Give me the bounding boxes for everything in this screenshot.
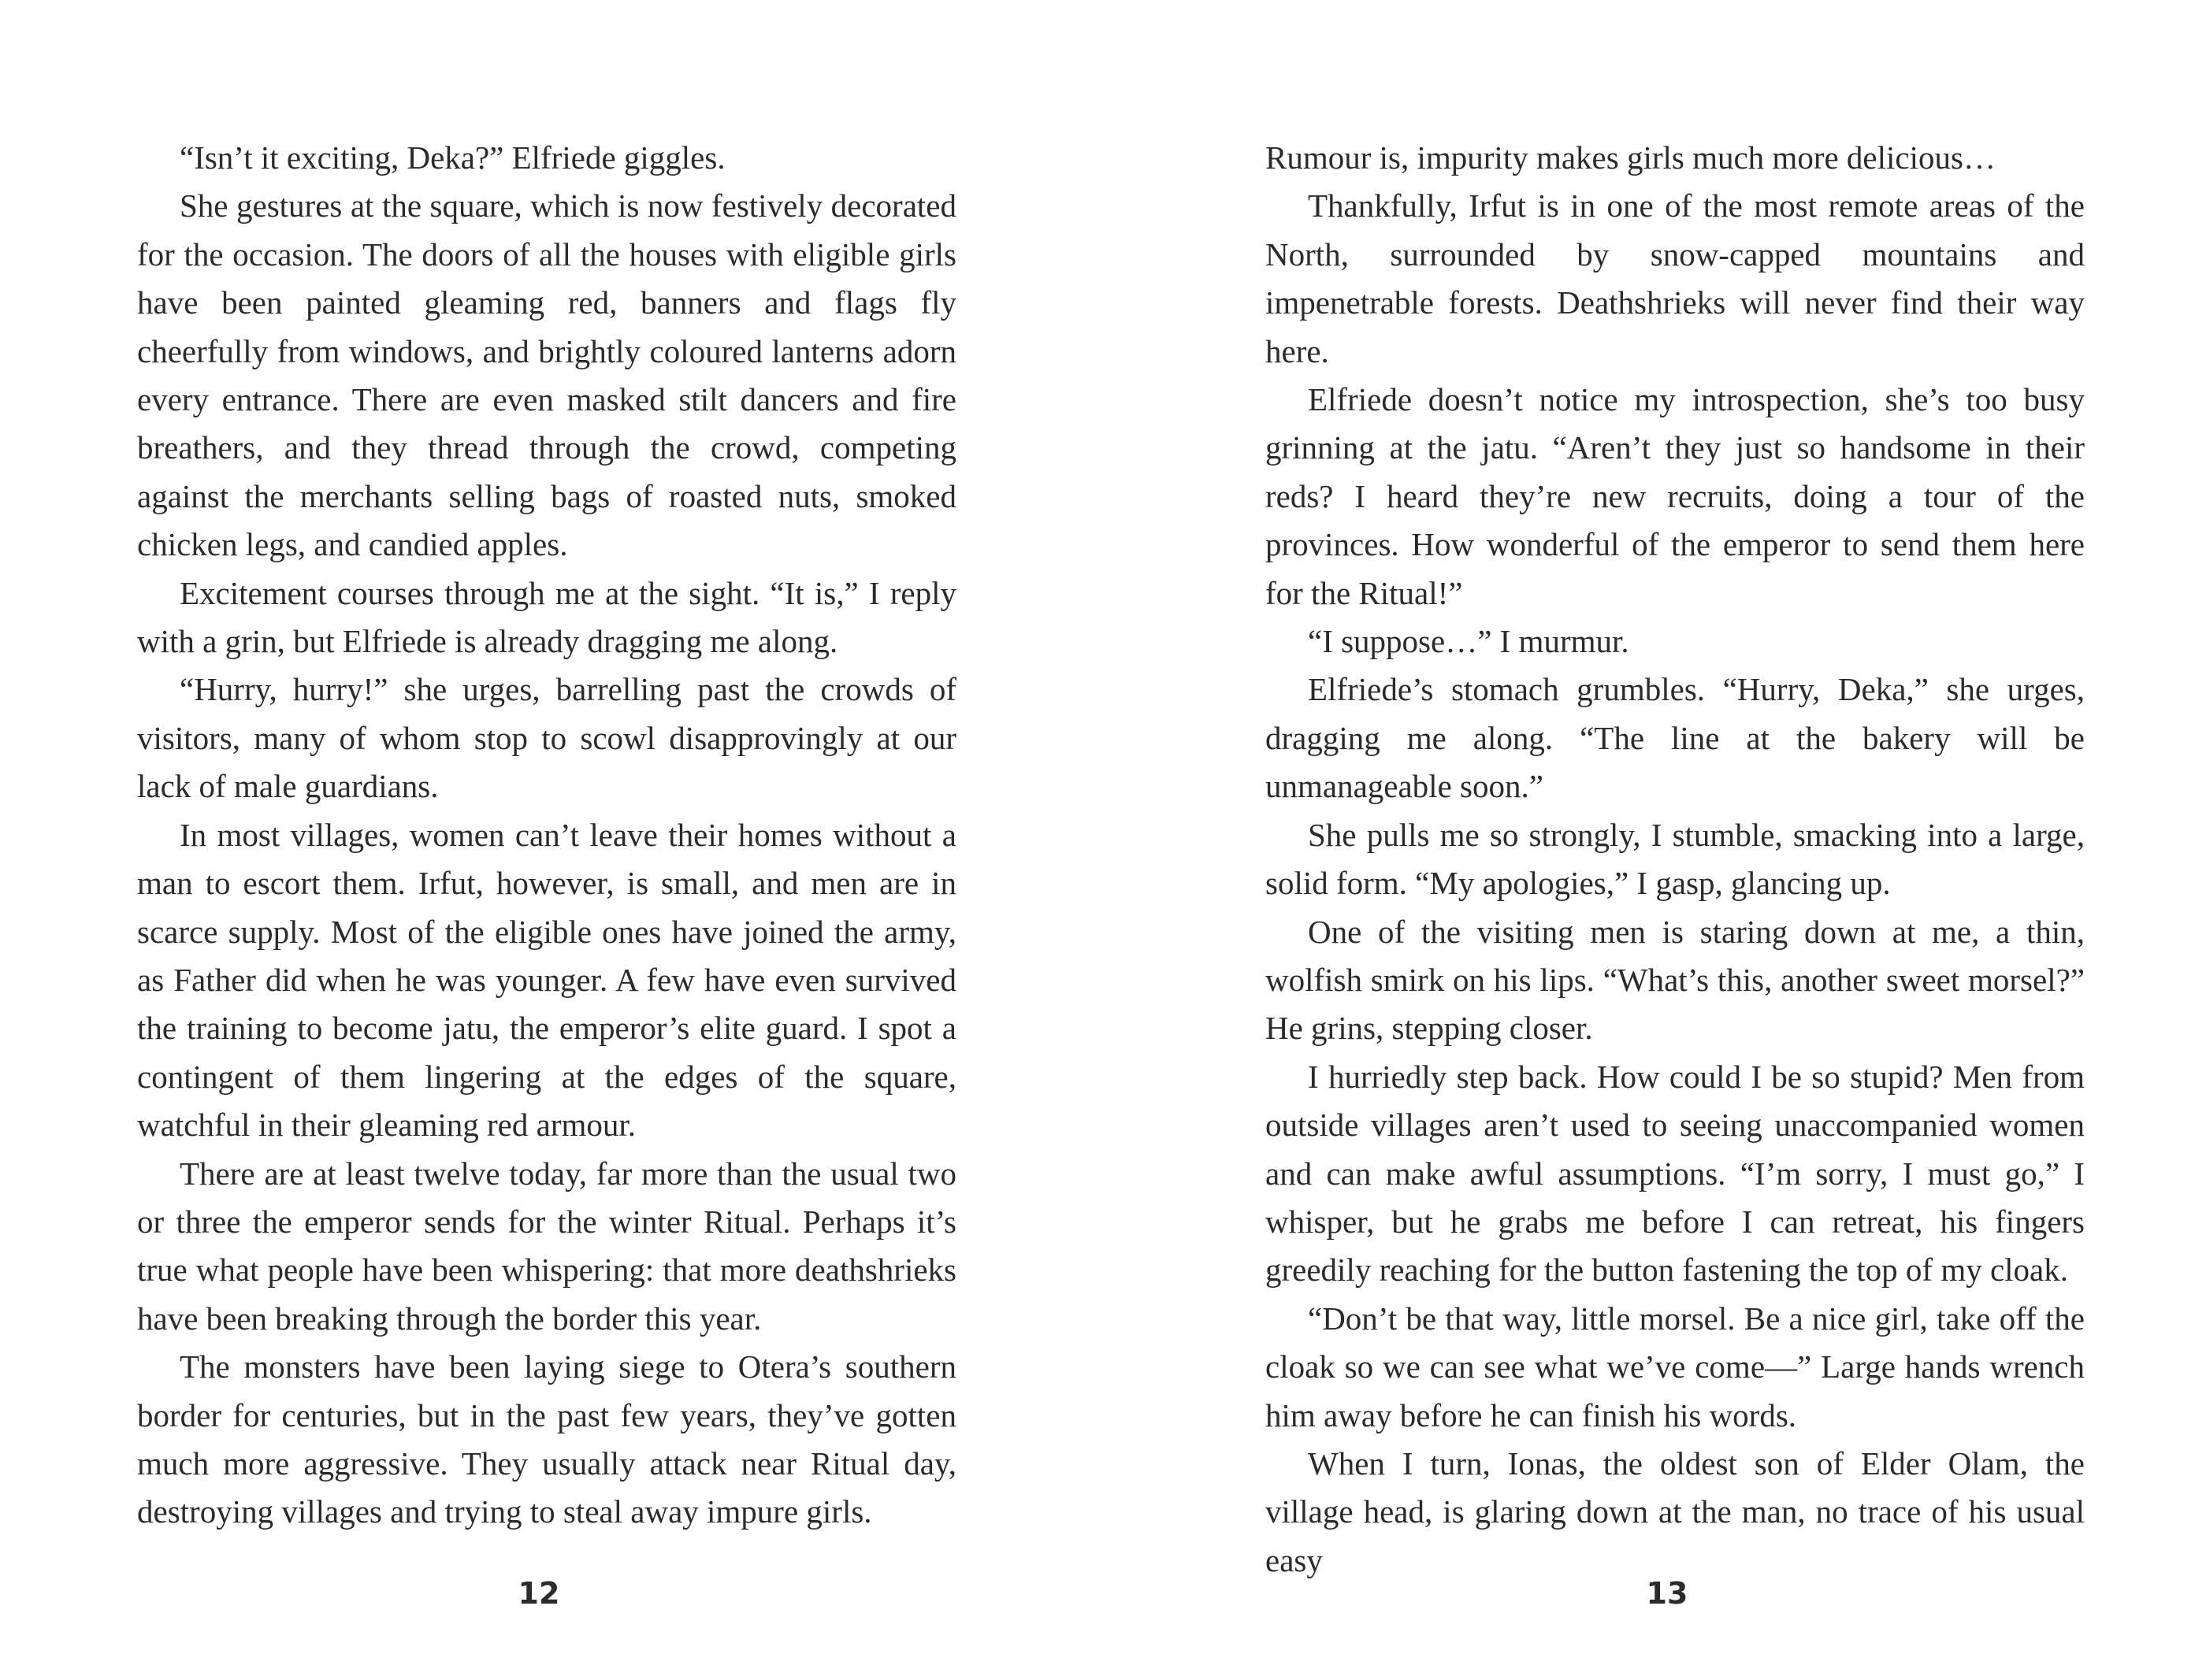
paragraph: Rumour is, impurity makes girls much more delicious… — [1265, 139, 1996, 176]
page-number: 12 — [518, 1576, 560, 1611]
paragraph: When I turn, Ionas, the oldest son of Elder Olam, the village head, is glaring down at the man, no trace of his usual easy — [1265, 1445, 2085, 1578]
paragraph: “I suppose…” I murmur. — [1308, 623, 1629, 660]
paragraph: I hurriedly step back. How could I be so stupid? Men from outside villages aren’t used to seeing unaccompanied women and can make awful assumptions. “I’m sorry, I must go,” I whisper, but he grabs me before I can retreat, his fingers greedily reaching for the button fastening the top of my cloak. — [1265, 1058, 2085, 1289]
left-page-text — [137, 134, 956, 1544]
paragraph: Elfriede doesn’t notice my introspection, she’s too busy grinning at the jatu. “Aren’t they just so handsome in their reds? I heard they’re new recruits, doing a tour of the provinces. How wonderful of the emperor to send them here for the Ritual!” — [1265, 381, 2085, 611]
paragraph: In most villages, women can’t leave their homes without a man to escort them. Irfut, however, is small, and men are in scarce supply. Most of the eligible ones have joined the army, as Father did when he was younger. A few have even survived the training to become jatu, the emperor’s elite guard. I spot a contingent of them lingering at the edges of the square, watchful in their gleaming red armour. — [137, 816, 956, 1144]
paragraph: “Isn’t it exciting, Deka?” Elfriede giggles. — [180, 139, 726, 176]
paragraph: Elfriede’s stomach grumbles. “Hurry, Deka,” she urges, dragging me along. “The line at the bakery will be unmanageable soon.” — [1265, 671, 2085, 805]
paragraph: “Hurry, hurry!” she urges, barrelling past the crowds of visitors, many of whom stop to scowl disapprovingly at our lack of male guardians. — [137, 671, 956, 805]
paragraph: One of the visiting men is staring down at me, a thin, wolfish smirk on his lips. “What’s this, another sweet morsel?” He grins, stepping closer. — [1265, 913, 2085, 1047]
paragraph: “Don’t be that way, little morsel. Be a nice girl, take off the cloak so we can see what we’ve come—” Large hands wrench him away before he can finish his words. — [1265, 1300, 2085, 1433]
paragraph: She gestures at the square, which is now festively decorated for the occasion. The doors of all the houses with eligible girls have been painted gleaming red, banners and flags fly cheerfully from windows, and brightly coloured lanterns adorn every entrance. There are even masked stilt dancers and fire breathers, and they thread through the crowd, competing against the merchants selling bags of roasted nuts, smoked chicken legs, and candied apples. — [137, 187, 956, 563]
paragraph: There are at least twelve today, far more than the usual two or three the emperor sends for the winter Ritual. Perhaps it’s true what people have been whispering: that more deathshrieks have been breaking through the border this year. — [137, 1155, 956, 1337]
paragraph: Thankfully, Irfut is in one of the most remote areas of the North, surrounded by snow-capped mountains and impenetrable forests. Deathshrieks will never find their way here. — [1265, 187, 2085, 369]
paragraph: The monsters have been laying siege to Otera’s southern border for centuries, but in the past few years, they’ve gotten much more aggressive. They usually attack near Ritual day, destroying villages and trying to steal away impure girls. — [137, 1348, 956, 1530]
right-page-text — [1265, 134, 2085, 1578]
paragraph: She pulls me so strongly, I stumble, smacking into a large, solid form. “My apologies,” I gasp, glancing up. — [1265, 816, 2085, 902]
page-number: 13 — [1646, 1576, 1688, 1611]
paragraph: Excitement courses through me at the sight. “It is,” I reply with a grin, but Elfriede is already dragging me along. — [137, 574, 956, 660]
right-page — [1103, 0, 2206, 1680]
